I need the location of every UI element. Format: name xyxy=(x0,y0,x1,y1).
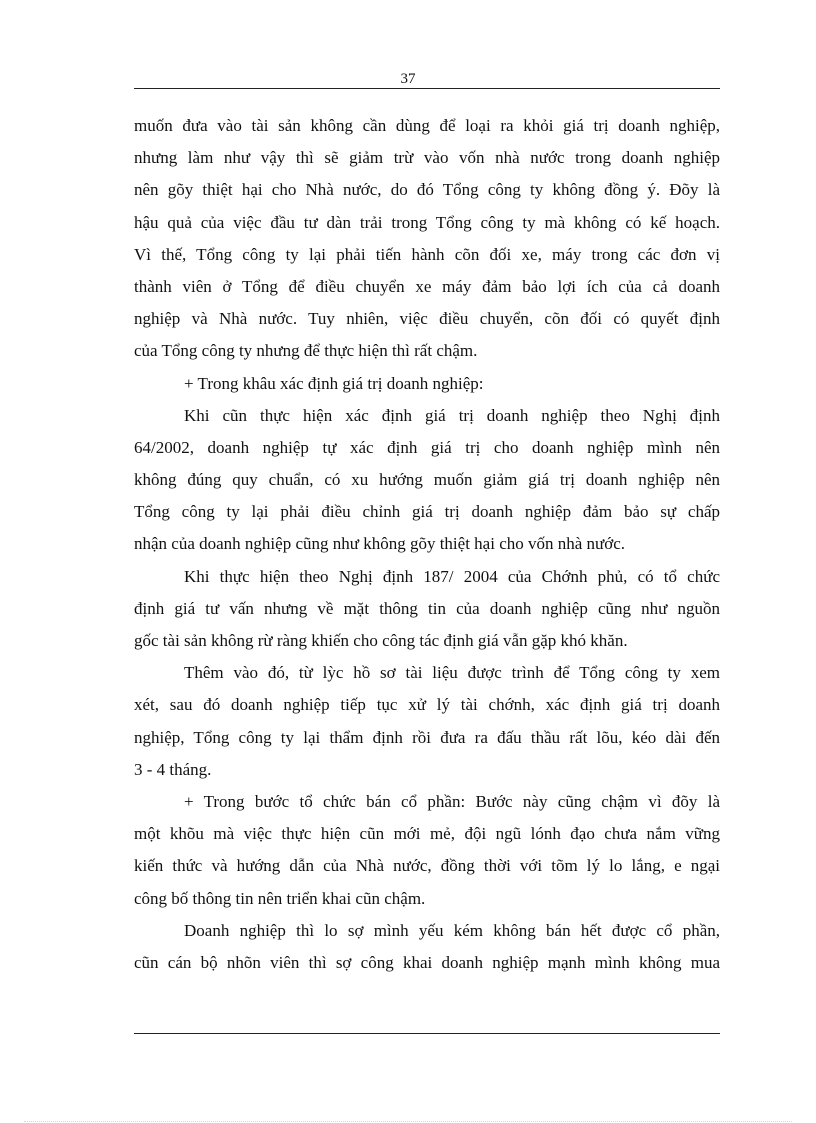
text-line: Vì thế, Tổng công ty lại phải tiến hành cõn đối xe, máy trong các đơn vị xyxy=(134,244,720,264)
header-rule xyxy=(134,88,720,89)
text-line: 64/2002, doanh nghiệp tự xác định giá trị cho doanh nghiệp mình nên xyxy=(134,437,720,457)
paragraph xyxy=(134,657,720,786)
text-line: kiến thức và hướng dẫn của Nhà nước, đồng thời với tõm lý lo lắng, e ngại xyxy=(134,856,720,876)
text-line: gốc tài sản không rừ ràng khiến cho công tác định giá vẫn gặp khó khăn. xyxy=(134,631,628,650)
text-line: Khi cũn thực hiện xác định giá trị doanh nghiệp theo Nghị định xyxy=(184,405,720,425)
text-line: nghiệp, Tổng công ty lại thẩm định rồi đưa ra đấu thầu rất lõu, kéo dài đến xyxy=(134,727,720,747)
paragraph xyxy=(134,786,720,915)
text-line: Khi thực hiện theo Nghị định 187/ 2004 của Chớnh phủ, có tổ chức xyxy=(184,566,720,586)
body-text xyxy=(134,110,720,979)
text-line: xét, sau đó doanh nghiệp tiếp tục xử lý tài chớnh, xác định giá trị doanh xyxy=(134,695,720,715)
text-line: 3 - 4 tháng. xyxy=(134,759,212,779)
text-line: nhận của doanh nghiệp cũng như không gõy thiệt hại cho vốn nhà nước. xyxy=(134,534,626,554)
text-line: công bố thông tin nên triển khai cũn chậm. xyxy=(134,888,426,908)
text-line: + Trong khâu xác định giá trị doanh nghiệp: xyxy=(184,373,484,393)
text-line: nhưng làm như vậy thì sẽ giảm trừ vào vốn nhà nước trong doanh nghiệp xyxy=(134,148,720,168)
paragraph xyxy=(134,368,720,400)
text-line: Thêm vào đó, từ lỳc hồ sơ tài liệu được trình để Tổng công ty xem xyxy=(184,663,720,683)
text-line: Doanh nghiệp thì lo sợ mình yếu kém không bán hết được cổ phần, xyxy=(184,920,720,940)
text-line: nên gõy thiệt hại cho Nhà nước, do đó Tổng công ty không đồng ý. Đõy là xyxy=(134,180,720,200)
paragraph xyxy=(134,915,720,979)
paragraph xyxy=(134,561,720,658)
text-line: một khõu mà việc thực hiện cũn mới mẻ, đội ngũ lónh đạo chưa nắm vững xyxy=(134,824,720,844)
paragraph xyxy=(134,400,720,561)
page-edge-divider xyxy=(24,1121,792,1122)
text-line: cũn cán bộ nhõn viên thì sợ công khai doanh nghiệp mạnh mình không mua xyxy=(134,952,720,972)
text-line: nghiệp và Nhà nước. Tuy nhiên, việc điều chuyển, cõn đối có quyết định xyxy=(134,309,720,329)
text-line: của Tổng công ty nhưng để thực hiện thì rất chậm. xyxy=(134,341,478,361)
text-line: thành viên ở Tổng để điều chuyển xe máy đảm bảo lợi ích của cả doanh xyxy=(134,276,720,296)
text-line: muốn đưa vào tài sản không cần dùng để loại ra khỏi giá trị doanh nghiệp, xyxy=(134,116,720,135)
text-line: + Trong bước tổ chức bán cổ phần: Bước này cũng chậm vì đõy là xyxy=(184,791,720,811)
text-line: không đúng quy chuẩn, có xu hướng muốn giảm giá trị doanh nghiệp nên xyxy=(134,470,720,490)
text-line: Tổng công ty lại phải điều chỉnh giá trị doanh nghiệp đảm bảo sự chấp xyxy=(134,502,720,522)
paragraph xyxy=(134,110,720,368)
text-line: hậu quả của việc đầu tư dàn trải trong Tổng công ty mà không có kế hoạch. xyxy=(134,212,720,232)
footer-rule xyxy=(134,1033,720,1034)
text-line: định giá tư vấn nhưng về mặt thông tin của doanh nghiệp cũng như nguồn xyxy=(134,598,720,618)
page-number: 37 xyxy=(400,71,416,87)
